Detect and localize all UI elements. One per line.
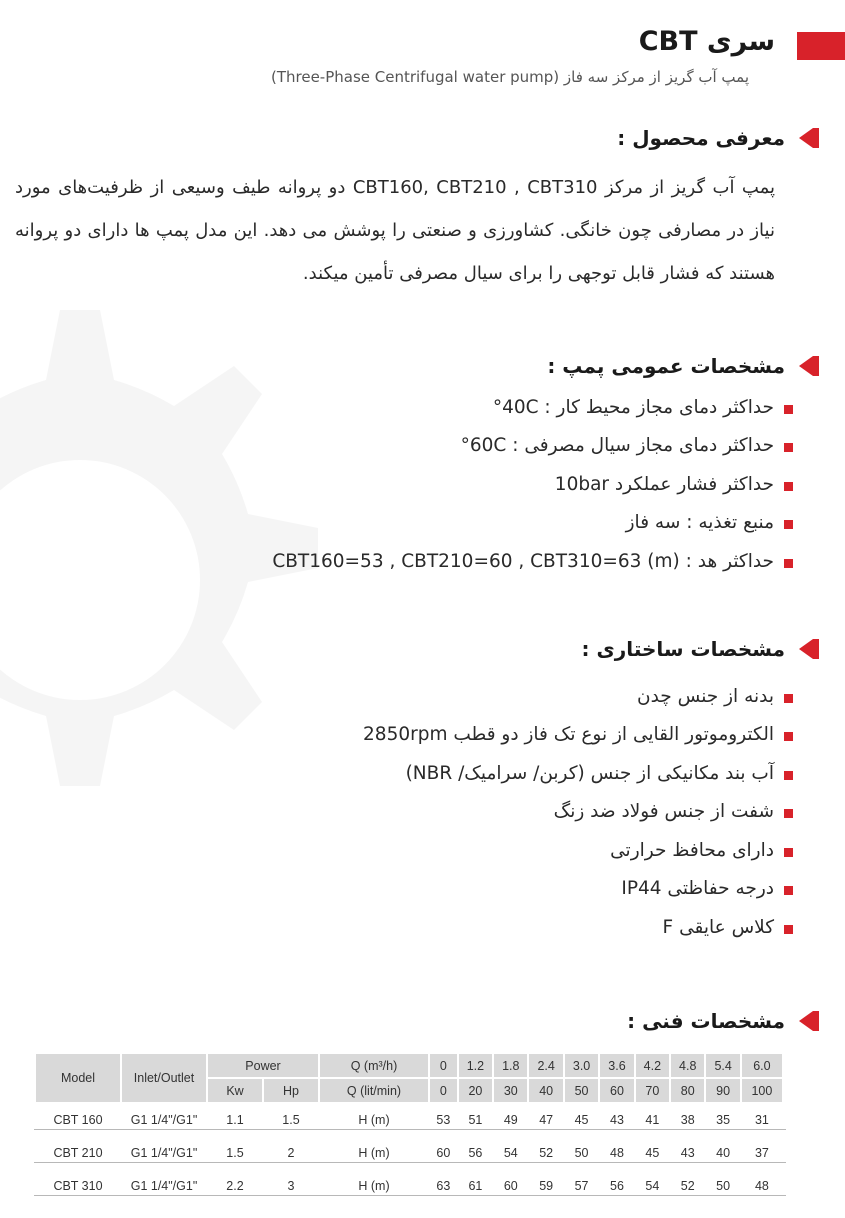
q-lmin-cell: 20 bbox=[459, 1079, 492, 1102]
list-item: منبع تغذیه : سه فاز bbox=[272, 504, 793, 543]
col-header-hp: Hp bbox=[264, 1079, 318, 1102]
list-item: حداکثر هد : (m) CBT160=53 , CBT210=60 , CBT310=63 bbox=[272, 542, 793, 581]
head-label-cell: H (m) bbox=[320, 1137, 428, 1168]
red-square-icon bbox=[784, 809, 793, 818]
head-cell: 61 bbox=[459, 1170, 492, 1201]
model-cell: CBT 310 bbox=[36, 1170, 120, 1201]
q-lmin-cell: 30 bbox=[494, 1079, 527, 1102]
red-square-icon bbox=[784, 694, 793, 703]
table-row-divider bbox=[34, 1129, 786, 1130]
inlet-cell: G1 1/4"/G1" bbox=[122, 1137, 206, 1168]
row-label-q-m3h: Q (m³/h) bbox=[320, 1054, 428, 1077]
q-lmin-cell: 0 bbox=[430, 1079, 457, 1102]
head-cell: 60 bbox=[430, 1137, 457, 1168]
row-label-q-lmin: Q (lit/min) bbox=[320, 1079, 428, 1102]
structural-spec-list bbox=[363, 677, 793, 947]
red-square-icon bbox=[784, 886, 793, 895]
head-label-cell: H (m) bbox=[320, 1170, 428, 1201]
head-cell: 41 bbox=[636, 1104, 669, 1135]
kw-cell: 1.5 bbox=[208, 1137, 262, 1168]
red-arrow-icon bbox=[797, 637, 821, 661]
head-cell: 56 bbox=[459, 1137, 492, 1168]
q-m3h-cell: 1.2 bbox=[459, 1054, 492, 1077]
head-cell: 38 bbox=[671, 1104, 704, 1135]
head-cell: 43 bbox=[600, 1104, 633, 1135]
list-item: حداکثر دمای مجاز سیال مصرفی : 60C° bbox=[272, 427, 793, 466]
inlet-cell: G1 1/4"/G1" bbox=[122, 1170, 206, 1201]
header-accent-bar bbox=[797, 32, 845, 60]
section-title-general: مشخصات عمومی پمپ : bbox=[547, 354, 785, 378]
head-cell: 52 bbox=[671, 1170, 704, 1201]
section-title-intro: معرفی محصول : bbox=[617, 126, 785, 150]
list-item: شفت از جنس فولاد ضد زنگ bbox=[363, 793, 793, 832]
head-cell: 37 bbox=[742, 1137, 782, 1168]
model-cell: CBT 210 bbox=[36, 1137, 120, 1168]
red-square-icon bbox=[784, 559, 793, 568]
list-item: حداکثر دمای مجاز محیط کار : 40C° bbox=[272, 388, 793, 427]
head-cell: 56 bbox=[600, 1170, 633, 1201]
model-cell: CBT 160 bbox=[36, 1104, 120, 1135]
section-title-technical: مشخصات فنی : bbox=[627, 1009, 785, 1033]
hp-cell: 2 bbox=[264, 1137, 318, 1168]
list-item: درجه حفاظتی IP44 bbox=[363, 870, 793, 909]
head-cell: 54 bbox=[494, 1137, 527, 1168]
q-m3h-cell: 0 bbox=[430, 1054, 457, 1077]
kw-cell: 2.2 bbox=[208, 1170, 262, 1201]
q-m3h-cell: 5.4 bbox=[706, 1054, 739, 1077]
head-cell: 35 bbox=[706, 1104, 739, 1135]
q-lmin-cell: 70 bbox=[636, 1079, 669, 1102]
head-cell: 60 bbox=[494, 1170, 527, 1201]
red-arrow-icon bbox=[797, 1009, 821, 1033]
table-row-divider bbox=[34, 1162, 786, 1163]
q-m3h-cell: 4.2 bbox=[636, 1054, 669, 1077]
col-header-inlet: Inlet/Outlet bbox=[122, 1054, 206, 1102]
q-m3h-cell: 2.4 bbox=[529, 1054, 562, 1077]
red-square-icon bbox=[784, 925, 793, 934]
head-cell: 59 bbox=[529, 1170, 562, 1201]
head-cell: 50 bbox=[706, 1170, 739, 1201]
red-square-icon bbox=[784, 848, 793, 857]
hp-cell: 3 bbox=[264, 1170, 318, 1201]
red-square-icon bbox=[784, 732, 793, 741]
hp-cell: 1.5 bbox=[264, 1104, 318, 1135]
page-title: سری CBT bbox=[638, 26, 775, 57]
q-lmin-cell: 60 bbox=[600, 1079, 633, 1102]
head-cell: 31 bbox=[742, 1104, 782, 1135]
head-cell: 40 bbox=[706, 1137, 739, 1168]
q-lmin-cell: 100 bbox=[742, 1079, 782, 1102]
head-cell: 54 bbox=[636, 1170, 669, 1201]
section-heading-technical bbox=[627, 1009, 821, 1033]
table-row bbox=[36, 1170, 782, 1201]
col-header-power: Power bbox=[208, 1054, 318, 1077]
head-cell: 49 bbox=[494, 1104, 527, 1135]
col-header-kw: Kw bbox=[208, 1079, 262, 1102]
section-heading-general bbox=[547, 354, 821, 378]
red-square-icon bbox=[784, 405, 793, 414]
kw-cell: 1.1 bbox=[208, 1104, 262, 1135]
list-item: بدنه از جنس چدن bbox=[363, 677, 793, 716]
spec-table bbox=[34, 1052, 784, 1203]
head-cell: 53 bbox=[430, 1104, 457, 1135]
head-cell: 51 bbox=[459, 1104, 492, 1135]
red-arrow-icon bbox=[797, 354, 821, 378]
head-cell: 43 bbox=[671, 1137, 704, 1168]
section-heading-structural bbox=[582, 637, 822, 661]
list-item: دارای محافظ حرارتی bbox=[363, 831, 793, 870]
head-cell: 48 bbox=[600, 1137, 633, 1168]
q-m3h-cell: 6.0 bbox=[742, 1054, 782, 1077]
head-cell: 47 bbox=[529, 1104, 562, 1135]
red-square-icon bbox=[784, 482, 793, 491]
head-label-cell: H (m) bbox=[320, 1104, 428, 1135]
q-m3h-cell: 3.0 bbox=[565, 1054, 598, 1077]
red-square-icon bbox=[784, 443, 793, 452]
table-row bbox=[36, 1104, 782, 1135]
list-item: الکتروموتور القایی از نوع تک فاز دو قطب 2850rpm bbox=[363, 716, 793, 755]
head-cell: 45 bbox=[636, 1137, 669, 1168]
col-header-model: Model bbox=[36, 1054, 120, 1102]
list-item: آب بند مکانیکی از جنس (کربن/ سرامیک/ NBR) bbox=[363, 754, 793, 793]
q-m3h-cell: 3.6 bbox=[600, 1054, 633, 1077]
general-spec-list bbox=[272, 388, 793, 581]
intro-paragraph: پمپ آب گریز از مرکز CBT160, CBT210 , CBT310 دو پروانه طیف وسیعی از ظرفیت‌های مورد نیاز در مصارفی چون خانگی. کشاورزی و صنعتی را پوشش می دهد. این مدل پمپ ها دارای دو پروانه هستند که فشار قابل توجهی را برای سیال مصرفی تأمین میکند. bbox=[15, 177, 776, 284]
head-cell: 52 bbox=[529, 1137, 562, 1168]
table-row-divider bbox=[34, 1195, 786, 1196]
list-item: کلاس عایقی F bbox=[363, 908, 793, 947]
q-lmin-cell: 50 bbox=[565, 1079, 598, 1102]
q-lmin-cell: 80 bbox=[671, 1079, 704, 1102]
page-subtitle: پمپ آب گریز از مرکز سه فاز (Three-Phase Centrifugal water pump) bbox=[270, 68, 749, 86]
q-m3h-cell: 1.8 bbox=[494, 1054, 527, 1077]
section-heading-intro bbox=[617, 126, 821, 150]
head-cell: 63 bbox=[430, 1170, 457, 1201]
head-cell: 45 bbox=[565, 1104, 598, 1135]
red-square-icon bbox=[784, 771, 793, 780]
q-m3h-cell: 4.8 bbox=[671, 1054, 704, 1077]
red-square-icon bbox=[784, 520, 793, 529]
head-cell: 50 bbox=[565, 1137, 598, 1168]
list-item: حداکثر فشار عملکرد 10bar bbox=[272, 465, 793, 504]
q-lmin-cell: 90 bbox=[706, 1079, 739, 1102]
red-arrow-icon bbox=[797, 126, 821, 150]
section-title-structural: مشخصات ساختاری : bbox=[581, 637, 785, 661]
head-cell: 48 bbox=[742, 1170, 782, 1201]
table-row bbox=[36, 1137, 782, 1168]
head-cell: 57 bbox=[565, 1170, 598, 1201]
inlet-cell: G1 1/4"/G1" bbox=[122, 1104, 206, 1135]
q-lmin-cell: 40 bbox=[529, 1079, 562, 1102]
